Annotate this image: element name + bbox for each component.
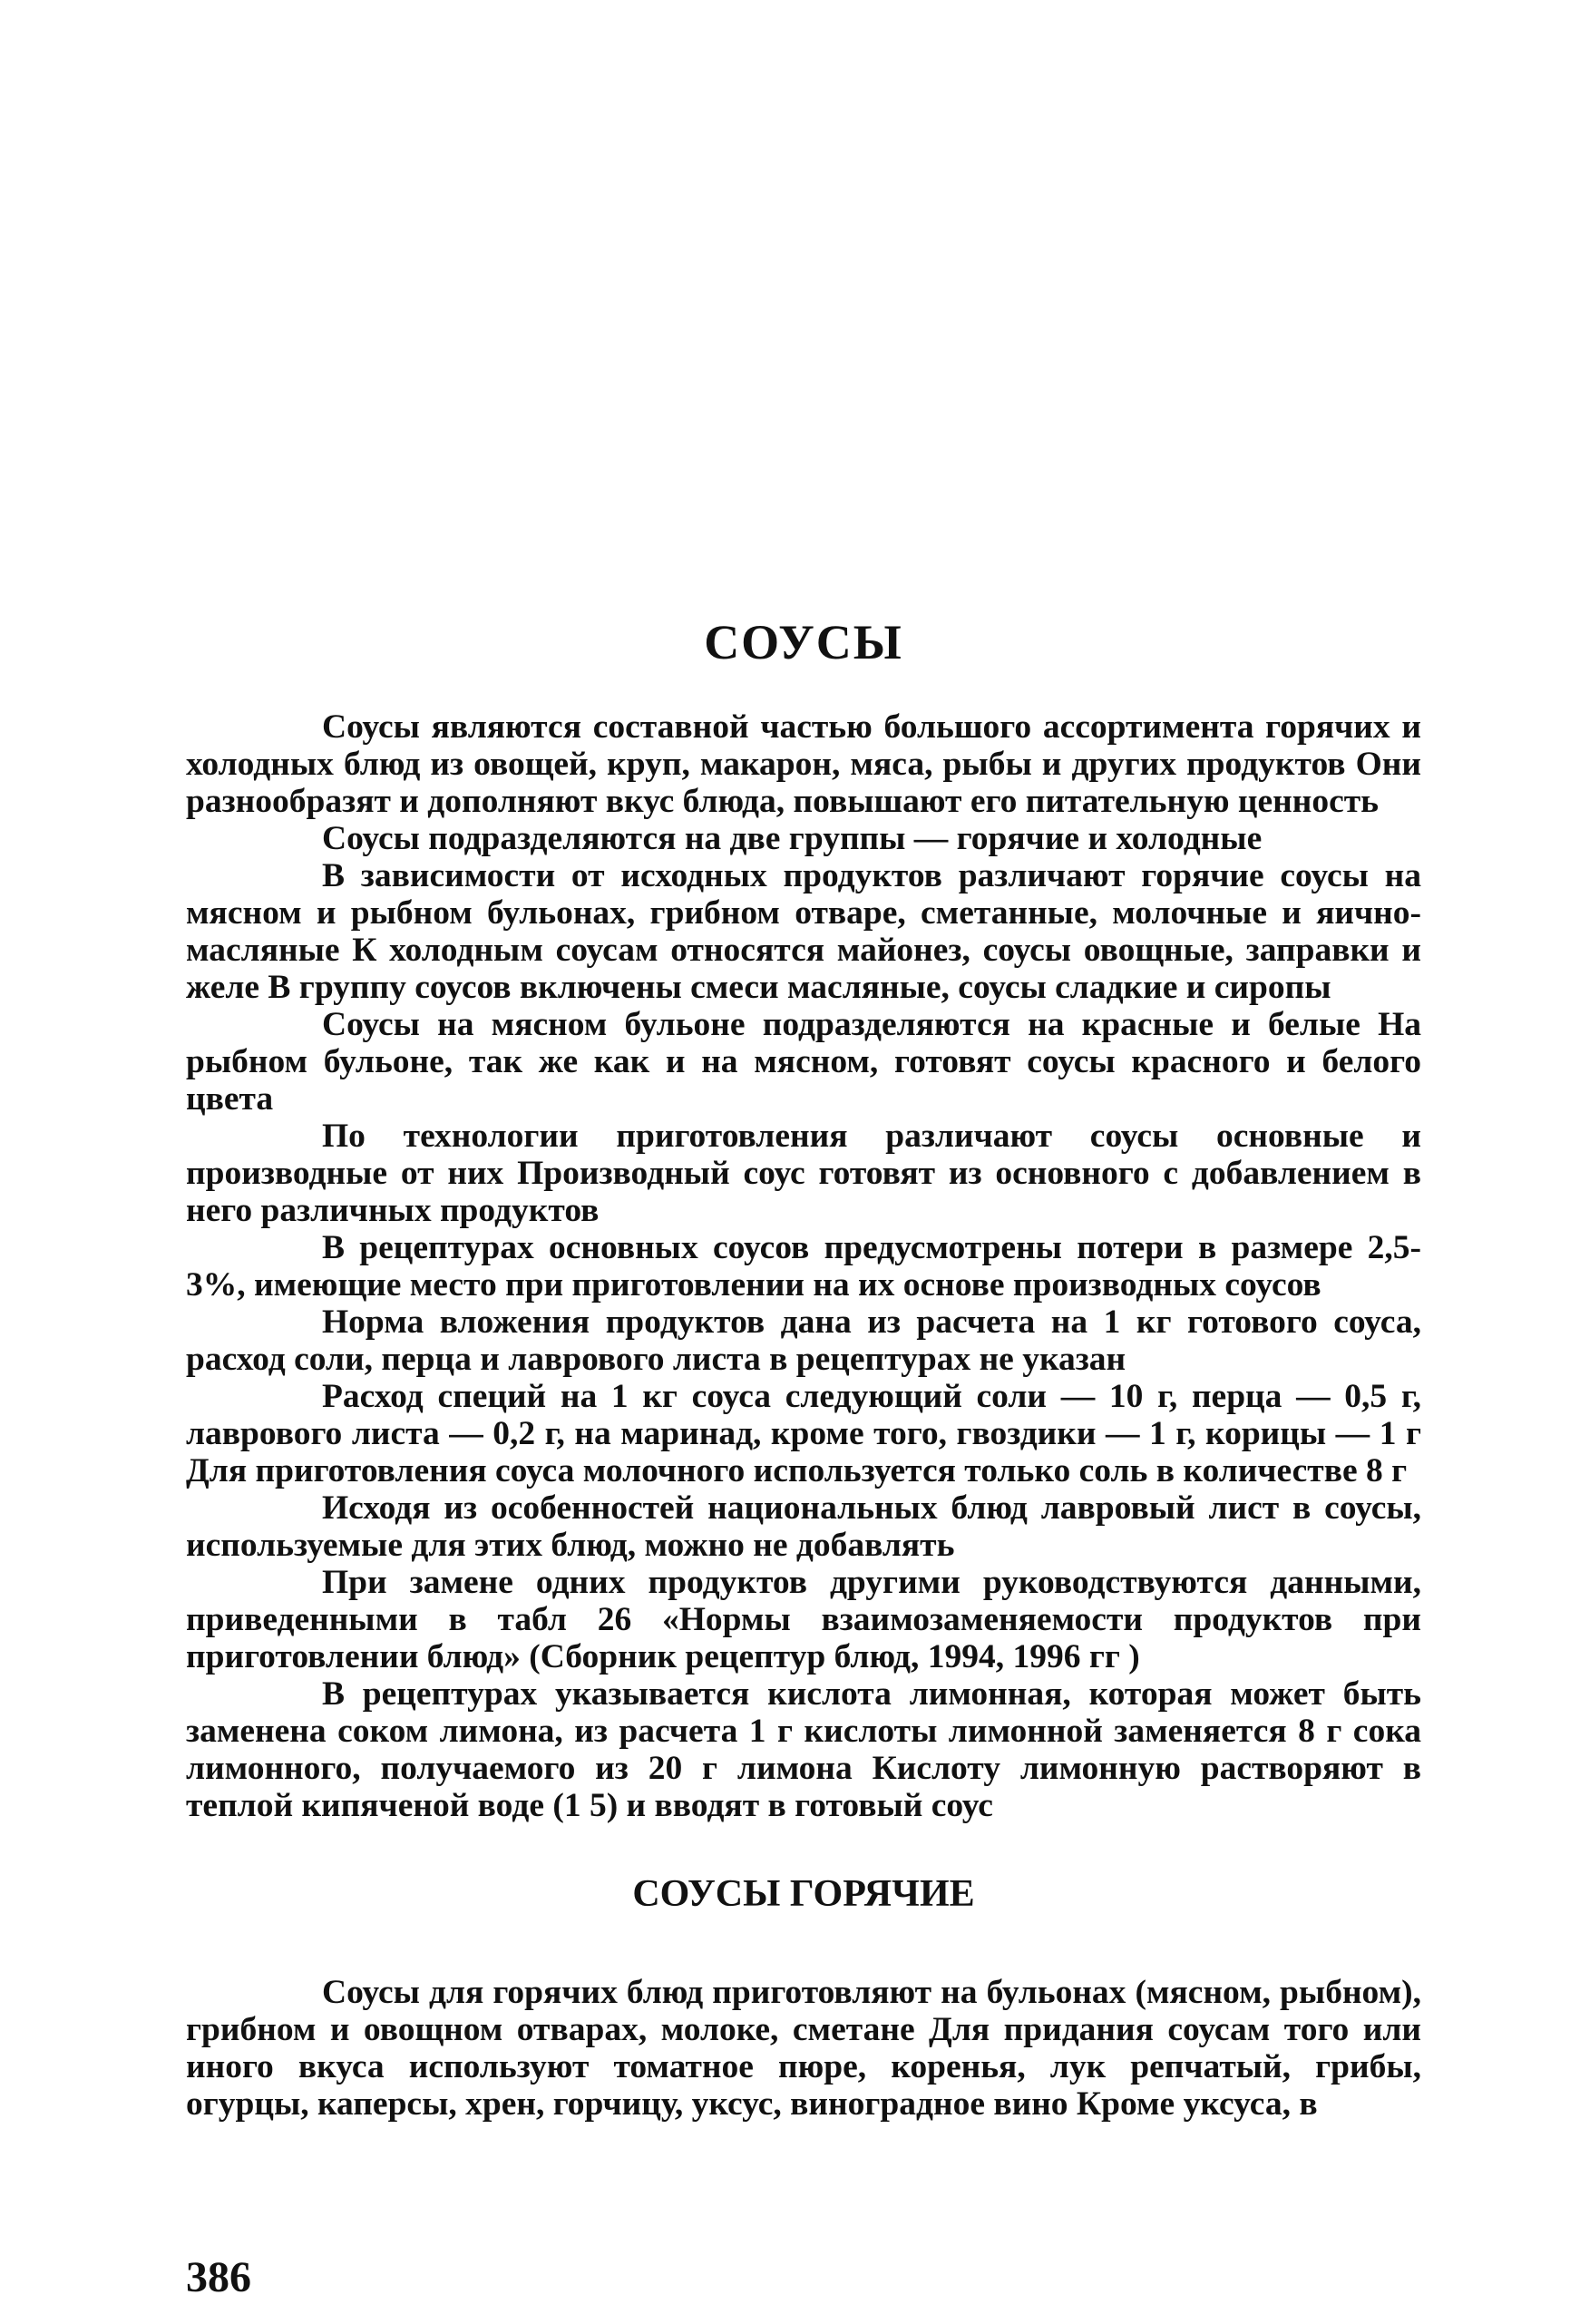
paragraph: При замене одних продуктов другими руководствуются данными, приведенными в табл 26 «Нормы взаимозаменяемости продуктов при приготовлении блюд» (Сборник рецептур блюд, 1994, 1996 гг ): [186, 1564, 1421, 1675]
paragraph: Соусы на мясном бульоне подразделяются на красные и белые На рыбном бульоне, так же как и на мясном, готовят соусы красного и белого цвета: [186, 1006, 1421, 1118]
intro-text: [186, 708, 1421, 1824]
page-number: 386: [186, 2253, 251, 2301]
paragraph: Исходя из особенностей национальных блюд лавровый лист в соусы, используемые для этих блюд, можно не добавлять: [186, 1489, 1421, 1564]
paragraph: В рецептурах указывается кислота лимонная, которая может быть заменена соком лимона, из расчета 1 г кислоты лимонной заменяется 8 г сока лимонного, получаемого из 20 г лимона Кислоту лимонную растворяют в теплой кипяченой воде (1 5) и вводят в готовый соус: [186, 1675, 1421, 1824]
section-title: СОУСЫ ГОРЯЧИЕ: [632, 1873, 975, 1915]
paragraph: Расход специй на 1 кг соуса следующий соли — 10 г, перца — 0,5 г, лаврового листа — 0,2 г, на маринад, кроме того, гвоздики — 1 г, корицы — 1 г Для приготовления соуса молочного используется только соль в количестве 8 г: [186, 1378, 1421, 1489]
section-text: [186, 1974, 1421, 2123]
book-page: [186, 0, 1421, 2324]
paragraph: Соусы подразделяются на две группы — горячие и холодные: [322, 820, 1263, 857]
paragraph: В рецептурах основных соусов предусмотрены потери в размере 2,5-3%, имеющие место при приготовлении на их основе производных соусов: [186, 1229, 1421, 1304]
paragraph: В зависимости от исходных продуктов различают горячие соусы на мясном и рыбном бульонах, грибном отваре, сметанные, молочные и яично-масляные К холодным соусам относятся майонез, соусы овощные, заправки и желе В группу соусов включены смеси масляные, соусы сладкие и сиропы: [186, 857, 1421, 1006]
paragraph: Соусы для горячих блюд приготовляют на бульонах (мясном, рыбном), грибном и овощном отварах, молоке, сметане Для придания соусам того или иного вкуса используют томатное пюре, коренья, лук репчатый, грибы, огурцы, каперсы, хрен, горчицу, уксус, виноградное вино Кроме уксуса, в: [186, 1974, 1421, 2123]
chapter-title: СОУСЫ: [704, 615, 903, 669]
paragraph: Норма вложения продуктов дана из расчета на 1 кг готового соуса, расход соли, перца и лаврового листа в рецептурах не указан: [186, 1304, 1421, 1378]
paragraph: Соусы являются составной частью большого ассортимента горячих и холодных блюд из овощей, круп, макарон, мяса, рыбы и других продуктов Они разнообразят и дополняют вкус блюда, повышают его питательную ценность: [186, 708, 1421, 820]
paragraph: По технологии приготовления различают соусы основные и производные от них Производный соус готовят из основного с добавлением в него различных продуктов: [186, 1118, 1421, 1229]
